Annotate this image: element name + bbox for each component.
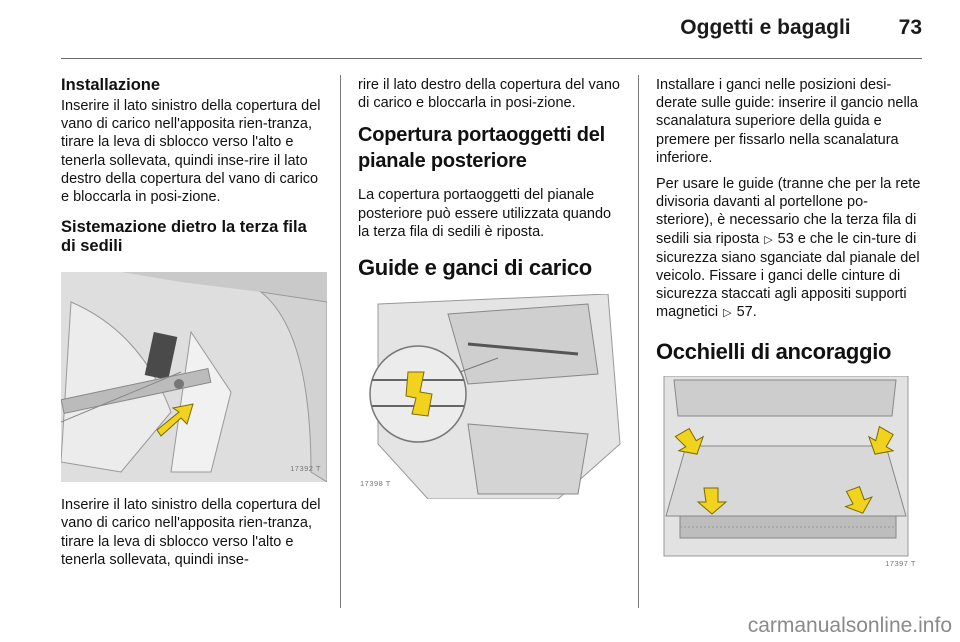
column-3	[656, 70, 922, 576]
figure-code: 17397 T	[885, 559, 916, 569]
para-installazione: Inserire il lato sinistro della copertura del vano di carico nell'apposita rien-tranza, tirare la leva di sblocco verso l'alto e tenerla sollevata, quindi inse-rire il lato destro della copertura del vano di carico e bloccarla in posi-zione.	[61, 98, 321, 206]
heading-occhielli: Occhielli di ancoraggio	[656, 338, 892, 364]
heading-guide: Guide e ganci di carico	[358, 255, 592, 281]
para-sistemazione: Inserire il lato sinistro della copertura del vano di carico nell'apposita rien-tranza, tirare la leva di sblocco verso l'alto e tenerla sollevata, quindi inse-	[61, 497, 321, 568]
page-header	[680, 16, 922, 40]
para-copertura: La copertura portaoggetti del pianale posteriore può essere utilizzata quando la terza fila di sedili è riposta.	[358, 187, 612, 240]
para-guide-usage-b: 53 e che le cin-ture di sicurezza siano sganciate dal pianale del veicolo. Fissare i ganci delle cinture di sicurezza staccati agli appositi supporti magnetici	[656, 230, 920, 321]
para-install-hooks: Installare i ganci nelle posizioni desi-derate sulle guide: inserire il gancio nella scanalatura superiore della guida e premere per fissarlo nella scanalatura inferiore.	[656, 77, 918, 166]
figure-cargo-cover-third-row	[61, 272, 327, 482]
illustration-anchor-points	[656, 376, 922, 576]
column-divider-2	[638, 75, 639, 608]
illustration-cargo-cover	[61, 272, 327, 482]
watermark: carmanualsonline.info	[747, 614, 952, 637]
heading-copertura: Copertura portaoggetti del pianale posteriore	[358, 124, 606, 173]
figure-code: 17392 T	[290, 464, 321, 474]
para-continuation: rire il lato destro della copertura del vano di carico e bloccarla in posi-zione.	[358, 77, 620, 112]
page-reference-icon: ▷	[723, 307, 732, 320]
para-guide-usage	[656, 175, 922, 323]
heading-sistemazione: Sistemazione dietro la terza fila di sedili	[61, 218, 307, 256]
figure-code: 17398 T	[360, 478, 391, 488]
para-guide-usage-a: Per usare le guide (tranne che per la rete divisoria davanti al portellone po-steriore), è necessario che la terza fila di sedili sia riposta	[656, 176, 921, 247]
figure-guide-hooks	[358, 294, 624, 499]
figure-anchor-points	[656, 376, 922, 576]
page-reference-icon: ▷	[764, 233, 773, 246]
column-divider-1	[340, 75, 341, 608]
header-rule	[61, 58, 922, 59]
header-title: Oggetti e bagagli	[680, 16, 851, 39]
illustration-guide-hooks	[358, 294, 624, 499]
heading-installazione: Installazione	[61, 76, 161, 94]
page-number: 73	[898, 16, 922, 39]
para-guide-usage-c: 57.	[732, 304, 757, 321]
column-2	[358, 70, 624, 499]
column-1	[61, 70, 325, 577]
